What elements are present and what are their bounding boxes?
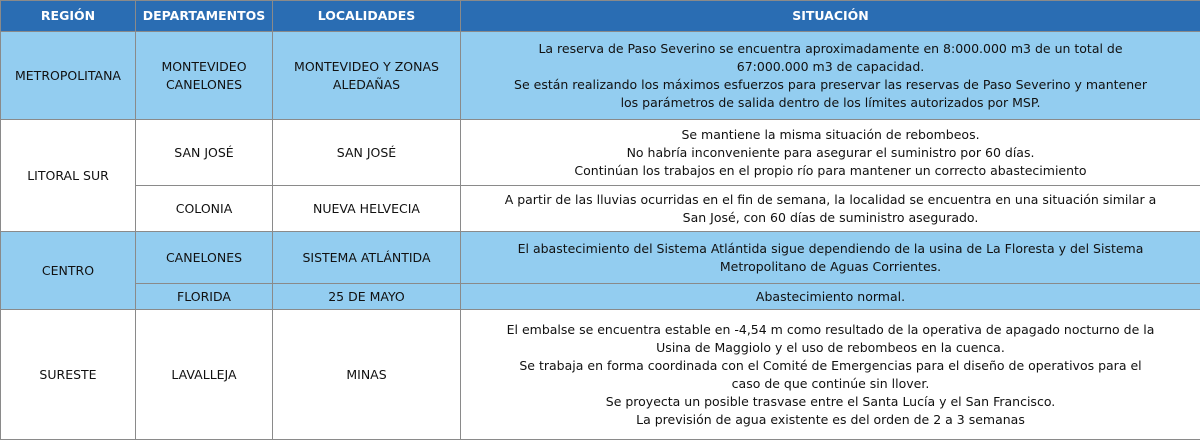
- departamento-cell: CANELONES: [136, 232, 273, 284]
- situacion-line: Se trabaja en forma coordinada con el Comité de Emergencias para el diseño de operativos para el: [519, 357, 1142, 373]
- localidad-line: ALEDAÑAS: [332, 76, 401, 92]
- situacion-line: caso de que continúe sin llover.: [731, 375, 930, 391]
- situacion-line: El abastecimiento del Sistema Atlántida sigue dependiendo de la usina de La Floresta y del Sistema: [517, 240, 1144, 256]
- situacion-line: 67:000.000 m3 de capacidad.: [736, 58, 925, 74]
- situacion-line: Se mantiene la misma situación de rebombeos.: [681, 126, 980, 142]
- table-row: [1, 232, 1200, 284]
- region-cell: SURESTE: [1, 310, 136, 440]
- situacion-line: El embalse se encuentra estable en -4,54 m como resultado de la operativa de apagado nocturno de la: [506, 321, 1155, 337]
- departamento-cell: [136, 32, 273, 120]
- situacion-line: A partir de las lluvias ocurridas en el fin de semana, la localidad se encuentra en una situación similar a: [504, 191, 1157, 207]
- situacion-line: Continúan los trabajos en el propio río para mantener un correcto abastecimiento: [574, 162, 1087, 178]
- situacion-line: los parámetros de salida dentro de los límites autorizados por MSP.: [620, 94, 1041, 110]
- situacion-cell: [461, 120, 1200, 186]
- departamento-line: CANELONES: [165, 76, 243, 92]
- situacion-cell: [461, 186, 1200, 232]
- departamento-cell: SAN JOSÉ: [136, 120, 273, 186]
- departamento-cell: COLONIA: [136, 186, 273, 232]
- header-row: [1, 1, 1200, 32]
- localidad-cell: [273, 32, 461, 120]
- departamento-line: MONTEVIDEO: [161, 58, 247, 74]
- header-situacion: SITUACIÓN: [461, 1, 1200, 32]
- region-cell: CENTRO: [1, 232, 136, 310]
- header-departamentos: DEPARTAMENTOS: [136, 1, 273, 32]
- situacion-line: San José, con 60 días de suministro asegurado.: [682, 209, 979, 225]
- situacion-cell: [461, 32, 1200, 120]
- situacion-line: La previsión de agua existente es del orden de 2 a 3 semanas: [636, 411, 1025, 427]
- situacion-line: Se proyecta un posible trasvase entre el Santa Lucía y el San Francisco.: [605, 393, 1056, 409]
- situacion-cell: [461, 232, 1200, 284]
- localidad-cell: SISTEMA ATLÁNTIDA: [273, 232, 461, 284]
- table-row: [1, 284, 1200, 310]
- header-region: REGIÓN: [1, 1, 136, 32]
- situacion-line: Se están realizando los máximos esfuerzos para preservar las reservas de Paso Severino y mantener: [514, 76, 1147, 92]
- situacion-line: La reserva de Paso Severino se encuentra aproximadamente en 8:000.000 m3 de un total de: [538, 40, 1123, 56]
- region-cell: METROPOLITANA: [1, 32, 136, 120]
- region-cell: LITORAL SUR: [1, 120, 136, 232]
- table-row: [1, 120, 1200, 186]
- localidad-cell: MINAS: [273, 310, 461, 440]
- header-localidades: LOCALIDADES: [273, 1, 461, 32]
- localidad-cell: SAN JOSÉ: [273, 120, 461, 186]
- table-row: [1, 310, 1200, 440]
- localidad-cell: NUEVA HELVECIA: [273, 186, 461, 232]
- situacion-line: Usina de Maggiolo y el uso de rebombeos en la cuenca.: [656, 339, 1005, 355]
- localidad-cell: 25 DE MAYO: [273, 284, 461, 310]
- departamento-cell: LAVALLEJA: [136, 310, 273, 440]
- table-row: [1, 186, 1200, 232]
- departamento-cell: FLORIDA: [136, 284, 273, 310]
- table-row: [1, 32, 1200, 120]
- situacion-line: No habría inconveniente para asegurar el suministro por 60 días.: [626, 144, 1035, 160]
- situacion-line: Metropolitano de Aguas Corrientes.: [719, 258, 942, 274]
- situacion-cell: Abastecimiento normal.: [461, 284, 1200, 310]
- situacion-cell: [461, 310, 1200, 440]
- localidad-line: MONTEVIDEO Y ZONAS: [294, 58, 439, 74]
